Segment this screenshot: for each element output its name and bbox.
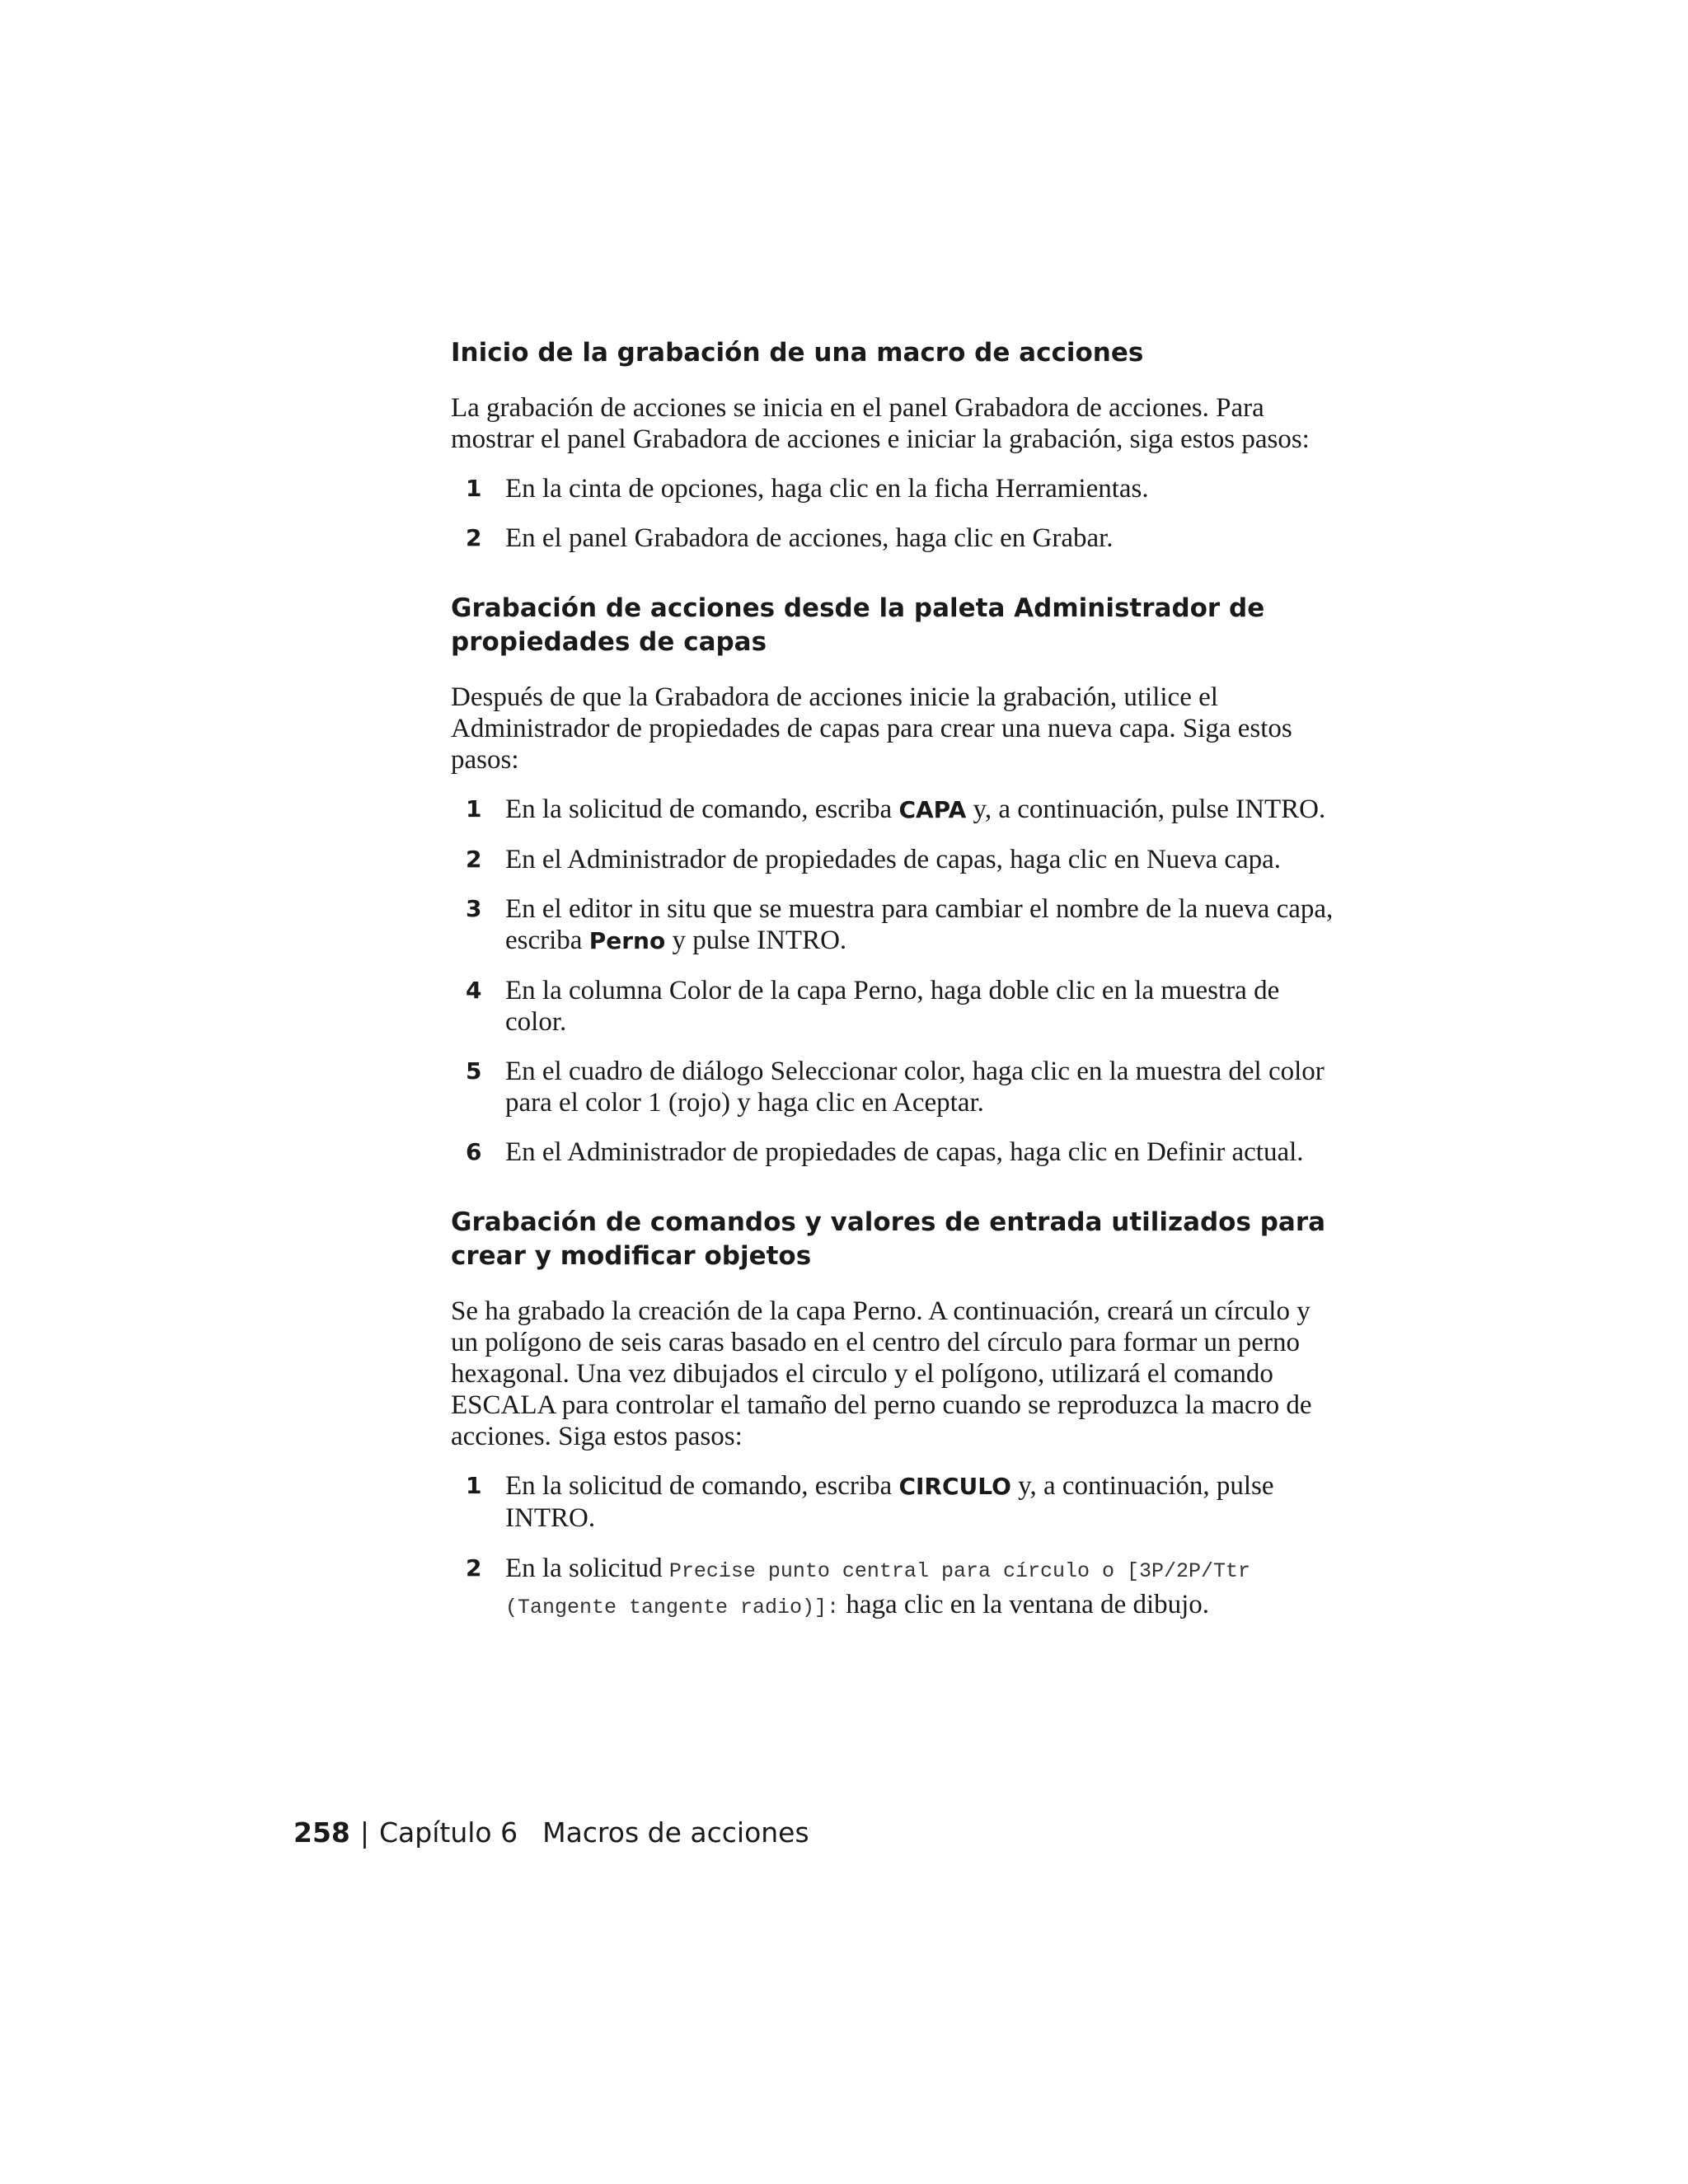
step-text-post: y pulse INTRO. [665,926,847,955]
step-text-pre: En la solicitud de comando, escriba [505,794,899,824]
command-keyword: Perno [588,927,666,954]
step-text-pre: En la solicitud [505,1554,669,1583]
section-intro-layer-palette: Después de que la Grabadora de acciones inicie la grabación, utilice el Administrador de propiedades de capas para crear una nueva capa. Siga estos pasos: [451,682,1292,775]
step-text: En el Administrador de propiedades de capas, haga clic en Definir actual. [505,1137,1304,1167]
step-text: En el cuadro de diálogo Seleccionar color, haga clic en la muestra del color para el color 1 (rojo) y haga clic en Aceptar. [505,1057,1325,1118]
command-keyword: CIRCULO [898,1473,1011,1500]
step-text-pre: En la solicitud de comando, escriba [505,1471,899,1501]
section-heading-record-commands: Grabación de comandos y valores de entrada utilizados para crear y modificar objetos [451,1207,1326,1271]
step-text: En el Administrador de propiedades de capas, haga clic en Nueva capa. [505,845,1282,874]
step-number: 3 [466,895,482,922]
step-text: En la columna Color de la capa Perno, haga doble clic en la muestra de color. [505,976,1280,1037]
chapter-title: Macros de acciones [542,1816,809,1849]
list-item [451,1470,1338,1534]
chapter-label: Capítulo 6 [379,1816,518,1849]
step-text-post: y, a continuación, pulse INTRO. [505,1471,1274,1533]
step-text: En la cinta de opciones, haga clic en la ficha Herramientas. [505,474,1149,504]
step-number: 2 [466,524,482,551]
list-item [451,473,1338,504]
steps-record-commands [451,1470,1338,1624]
page-number: 258 [293,1816,350,1849]
footer-separator: | [359,1816,370,1849]
step-text: En el panel Grabadora de acciones, haga clic en Grabar. [505,523,1114,553]
section-heading-layer-palette: Grabación de acciones desde la paleta Administrador de propiedades de capas [451,593,1265,657]
command-keyword: CAPA [898,796,967,823]
section-intro-start-recording: La grabación de acciones se inicia en el panel Grabadora de acciones. Para mostrar el panel Grabadora de acciones e iniciar la grabación, siga estos pasos: [451,393,1310,454]
step-number: 2 [466,1554,482,1582]
section-intro-record-commands: Se ha grabado la creación de la capa Perno. A continuación, creará un círculo y un polígono de seis caras basado en el centro del círculo para formar un perno hexagonal. Una vez dibujados el circulo y el polígono, utilizará el comando ESCALA para controlar el tamaño del perno cuando se reproduzca la macro de acciones. Siga estos pasos: [451,1296,1312,1451]
list-item [451,523,1338,554]
list-item [451,1552,1338,1624]
page-content [451,336,1338,1624]
steps-layer-palette [451,794,1338,1168]
step-number: 6 [466,1138,482,1165]
step-number: 1 [466,795,482,823]
list-item [451,844,1338,875]
step-text-pre: En el editor in situ que se muestra para cambiar el nombre de la nueva capa, escriba [505,894,1334,955]
step-text-post: haga clic en la ventana de dibujo. [839,1590,1210,1619]
list-item [451,975,1338,1038]
list-item [451,1137,1338,1168]
step-number: 4 [466,977,482,1004]
step-number: 1 [466,475,482,502]
list-item [451,794,1338,826]
section-heading-start-recording: Inicio de la grabación de una macro de acciones [451,338,1144,368]
step-number: 1 [466,1472,482,1499]
step-text-post: y, a continuación, pulse INTRO. [966,794,1326,824]
step-number: 2 [466,846,482,873]
command-prompt-text: Precise punto central para círculo o [3P/2P/Ttr (Tangente tangente radio)]: [505,1559,1251,1619]
list-item [451,1056,1338,1118]
page-footer [293,1816,809,1849]
step-number: 5 [466,1057,482,1085]
steps-start-recording [451,473,1338,554]
list-item [451,893,1338,957]
